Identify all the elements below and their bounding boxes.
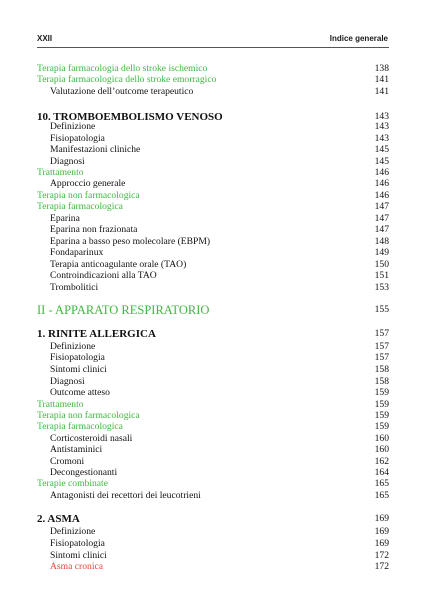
toc-entry-label: Eparina non frazionata [50,224,138,235]
toc-entry-page-number: 145 [374,144,389,155]
toc-part-entry [37,302,389,318]
toc-entry-label: Antagonisti dei recettori dei leucotrieni [50,490,201,501]
toc-subentry [37,247,389,259]
toc-entry-page-number: 172 [374,561,389,572]
toc-entry-page-number: 153 [374,282,389,293]
toc-entry-page-number: 172 [374,550,389,561]
toc-entry-page-number: 138 [374,63,389,74]
toc-entry-page-number: 155 [374,304,389,315]
toc-entry-label: Outcome atteso [50,387,110,398]
toc-entry-label: Fondaparinux [50,247,104,258]
toc-subentry [37,178,389,190]
toc-entry-label: 10. TROMBOEMBOLISMO VENOSO [37,111,223,123]
toc-entry-label: Definizione [50,526,96,537]
toc-subentry [37,364,389,376]
toc-chapter-entry [37,327,389,341]
toc-entry-page-number: 160 [374,444,389,455]
page-number: XXII [37,34,53,43]
toc-entry-label: Trattamento [37,167,84,178]
toc-entry-page-number: 148 [374,236,389,247]
toc-entry-label: Controindicazioni alla TAO [50,270,157,281]
toc-subentry [37,86,389,98]
toc-subentry [37,224,389,236]
toc-entry-label: Sintomi clinici [50,364,107,375]
toc-entry-label: Manifestazioni cliniche [50,144,141,155]
toc-entry-label: Corticosteroidi nasali [50,433,133,444]
toc-entry-page-number: 157 [374,352,389,363]
toc-subentry [37,144,389,156]
toc-entry-page-number: 149 [374,247,389,258]
toc-subentry [37,387,389,399]
running-header-title: Indice generale [329,34,388,43]
toc-entry-label: Terapia non farmacologica [37,190,140,201]
toc-entry-page-number: 169 [374,513,389,524]
toc-entry-label: Terapie combinate [37,478,108,489]
toc-entry-label: Asma cronica [50,561,104,572]
toc-entry-label: Eparina a basso peso molecolare (EBPM) [50,236,211,247]
toc-entry-page-number: 141 [374,74,389,85]
toc-entry-page-number: 159 [374,387,389,398]
toc-entry-label: Cromoni [50,456,85,467]
toc-entry-page-number: 143 [374,121,389,132]
toc-section-entry [37,478,389,490]
toc-entry-page-number: 159 [374,399,389,410]
toc-entry-label: 1. RINITE ALLERGICA [37,328,156,340]
toc-entry-label: 2. ASMA [37,513,80,525]
toc-entry-label: Terapia anticoagulante orale (TAO) [50,259,187,270]
toc-entry-label: Valutazione dell’outcome terapeutico [50,86,194,97]
toc-entry-label: Terapia non farmacologica [37,410,140,421]
toc-entry-page-number: 165 [374,478,389,489]
toc-entry-page-number: 159 [374,421,389,432]
toc-entry-page-number: 143 [374,133,389,144]
toc-entry-label: Fisiopatologia [50,352,105,363]
toc-section-entry [37,201,389,213]
toc-entry-page-number: 169 [374,526,389,537]
toc-entry-page-number: 151 [374,270,389,281]
toc-subentry [37,352,389,364]
toc-subentry [37,444,389,456]
toc-subentry [37,121,389,133]
toc-subentry [37,282,389,294]
toc-entry-page-number: 164 [374,467,389,478]
toc-subentry [37,270,389,282]
toc-entry-page-number: 159 [374,410,389,421]
toc-entry-page-number: 150 [374,259,389,270]
toc-section-entry [37,74,389,86]
toc-entry-page-number: 147 [374,224,389,235]
toc-entry-label: Terapia farmacologica [37,421,123,432]
toc-entry-label: Diagnosi [50,376,85,387]
toc-entry-label: Definizione [50,121,96,132]
toc-entry-label: Terapia farmacologica dello stroke emorragico [37,74,217,85]
toc-entry-page-number: 147 [374,201,389,212]
toc-section-entry [37,421,389,433]
toc-entry-page-number: 146 [374,167,389,178]
toc-entry-label: Trattamento [37,399,84,410]
toc-entry-page-number: 145 [374,156,389,167]
toc-entry-page-number: 157 [374,328,389,339]
toc-entry-page-number: 169 [374,538,389,549]
toc-entry-label: Definizione [50,341,96,352]
toc-entry-label: Decongestionanti [50,467,118,478]
toc-chapter-entry [37,512,389,526]
table-of-contents [37,0,389,609]
toc-entry-label: Approccio generale [50,178,126,189]
toc-entry-label: Antistaminici [50,444,103,455]
toc-entry-label: Diagnosi [50,156,85,167]
toc-entry-page-number: 146 [374,190,389,201]
toc-entry-label: Terapia farmacologica [37,201,123,212]
toc-entry-label: Fisiopatologia [50,538,105,549]
toc-subentry [37,538,389,550]
toc-entry-page-number: 157 [374,341,389,352]
toc-entry-page-number: 147 [374,213,389,224]
toc-entry-page-number: 162 [374,456,389,467]
toc-entry-page-number: 141 [374,86,389,97]
toc-entry-page-number: 158 [374,376,389,387]
toc-entry-page-number: 143 [374,111,389,122]
toc-entry-label: Trombolitici [50,282,99,293]
toc-entry-label: Fisiopatologia [50,133,105,144]
toc-subentry [37,526,389,538]
toc-subentry [37,561,389,573]
toc-entry-label: Eparina [50,213,80,224]
toc-entry-label: Sintomi clinici [50,550,107,561]
toc-entry-page-number: 146 [374,178,389,189]
toc-entry-page-number: 165 [374,490,389,501]
toc-subentry [37,490,389,502]
toc-entry-label: Terapia farmacologia dello stroke ischemico [37,63,208,74]
toc-entry-page-number: 160 [374,433,389,444]
toc-entry-label: II - APPARATO RESPIRATORIO [37,303,210,317]
toc-entry-page-number: 158 [374,364,389,375]
